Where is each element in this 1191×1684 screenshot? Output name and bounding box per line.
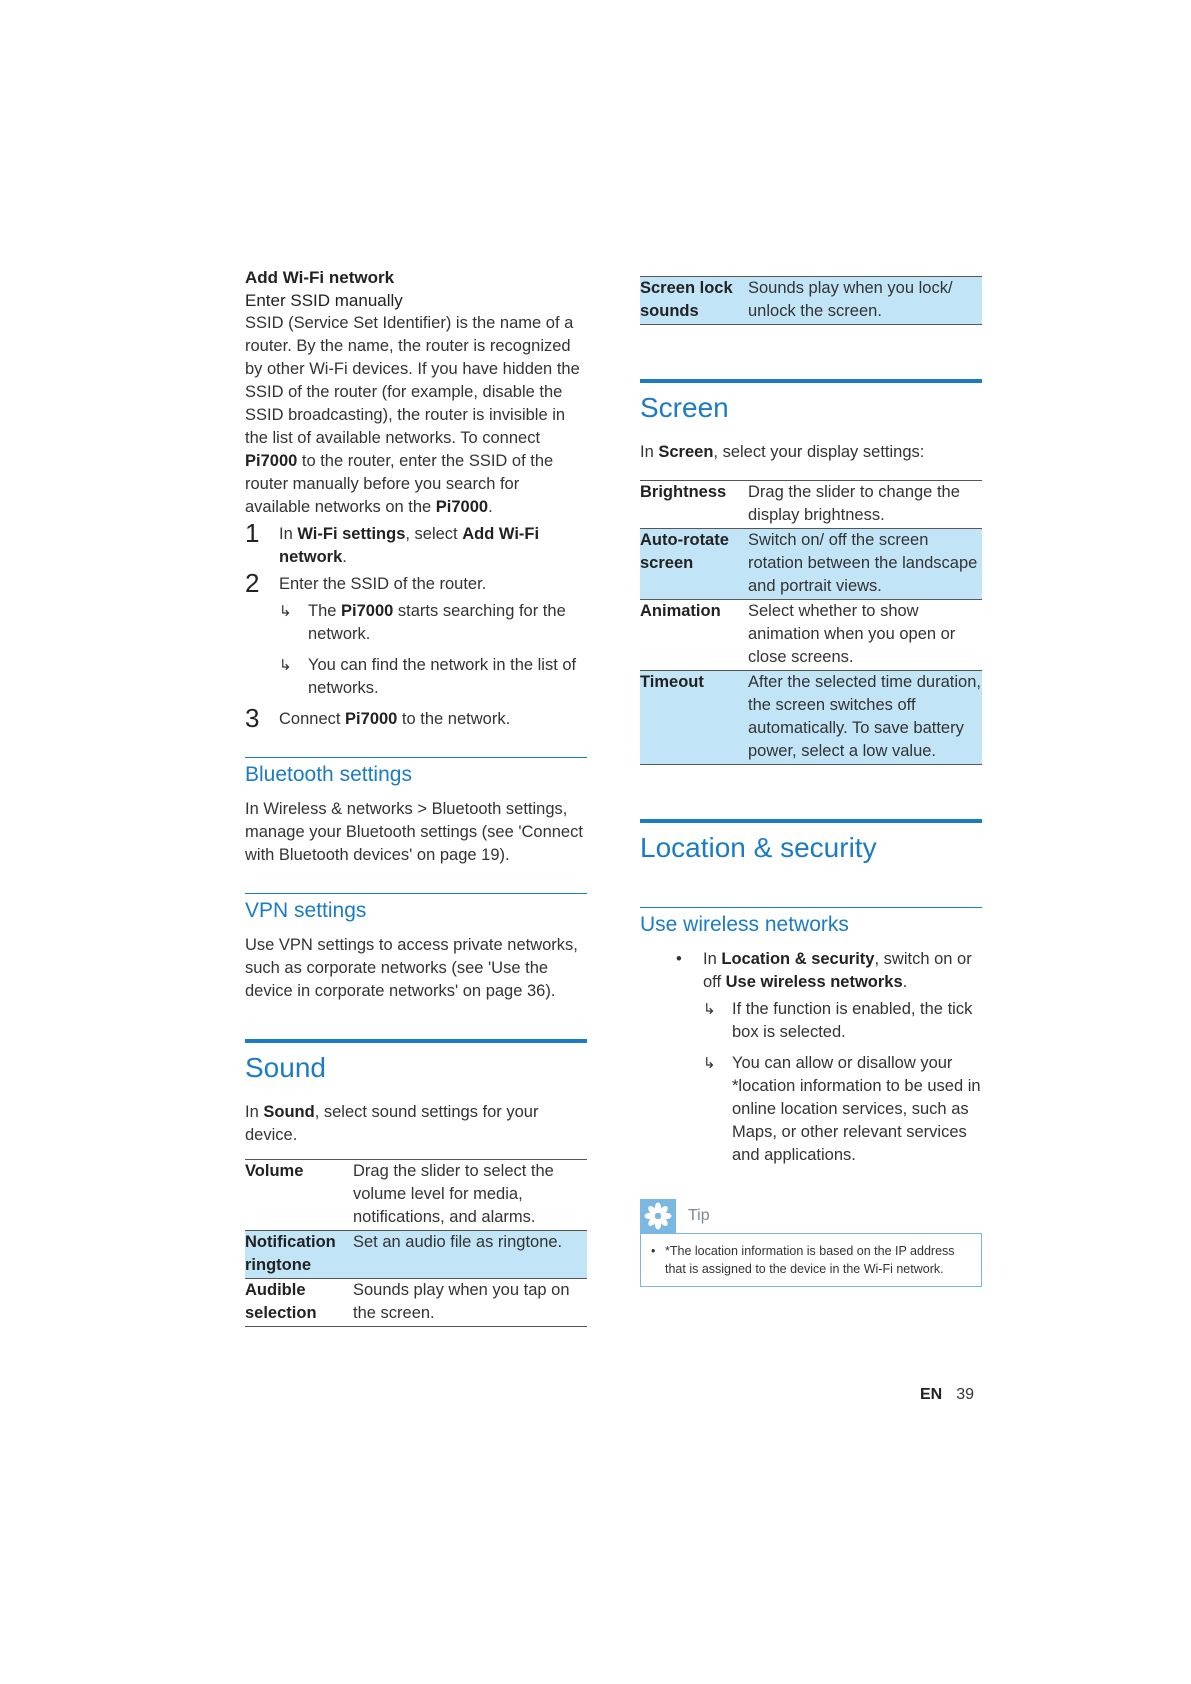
vpn-text: Use VPN settings to access private networks, such as corporate networks (see 'Use the device in corporate networks' on page 36). [245, 936, 578, 1000]
setting-value: Set an audio file as ringtone. [353, 1233, 563, 1251]
screen-intro: In Screen, select your display settings: [640, 443, 925, 461]
setting-value: After the selected time duration, the screen switches off automatically. To save battery power, select a low value. [748, 673, 981, 760]
table-row [640, 671, 982, 765]
result-arrow-icon: ↳ [279, 603, 292, 620]
use-wireless-title: Use wireless networks [640, 913, 849, 936]
step-2-result-2: ↳ You can find the network in the list of networks. [279, 656, 577, 697]
bluetooth-title: Bluetooth settings [245, 763, 412, 786]
setting-key: Brightness [640, 483, 727, 501]
screen-lock-table [640, 276, 982, 325]
location-title: Location & security [640, 832, 877, 863]
tip-box [640, 1199, 982, 1287]
right-column [640, 274, 982, 1287]
page-number: 39 [956, 1386, 975, 1403]
table-row [640, 529, 982, 600]
page-footer [920, 1386, 974, 1404]
step-2-result-1: ↳ The Pi7000 starts searching for the network. [279, 602, 566, 643]
tip-content [640, 1233, 982, 1287]
bluetooth-section [245, 757, 587, 867]
setting-key: Screen lock sounds [640, 279, 733, 320]
location-section [640, 819, 982, 867]
setting-value: Drag the slider to change the display brightness. [748, 483, 960, 524]
step-3: 3 Connect Pi7000 to the network. [245, 703, 511, 733]
bullet-icon: • [651, 1244, 656, 1258]
setting-value: Drag the slider to select the volume level for media, notifications, and alarms. [353, 1162, 554, 1226]
add-wifi-section [245, 266, 587, 731]
tip-flower-icon [640, 1199, 676, 1233]
language-code: EN [920, 1386, 943, 1403]
location-bullet: • In Location & security, switch on or off Use wireless networks. ↳ If the function is enabled, the tick box is selected. ↳ You can allow or disallow your *location information to be used in online location services, such as Maps, or other relevant services and applications. [640, 948, 982, 1167]
table-row [640, 277, 982, 325]
bullet-icon: • [676, 950, 682, 968]
add-wifi-subtitle: Enter SSID manually [245, 291, 403, 310]
left-column [245, 266, 587, 1327]
setting-value: Select whether to show animation when you open or close screens. [748, 602, 956, 666]
table-row [245, 1160, 587, 1231]
step-2: 2 Enter the SSID of the router. ↳ The Pi7000 starts searching for the network. ↳ You can find the network in the list of networks. [245, 573, 587, 700]
step-1: 1 In Wi-Fi settings, select Add Wi-Fi network. [245, 518, 540, 566]
tip-text: *The location information is based on the IP address that is assigned to the device in the Wi-Fi network. [665, 1244, 955, 1276]
sound-settings-table [245, 1159, 587, 1327]
setting-key: Timeout [640, 673, 704, 691]
sound-section [245, 1039, 587, 1327]
table-row [640, 481, 982, 529]
setting-key: Auto-rotate screen [640, 531, 729, 572]
screen-title: Screen [640, 392, 729, 423]
bluetooth-text: In Wireless & networks > Bluetooth settings, manage your Bluetooth settings (see 'Connect with Bluetooth devices' on page 19). [245, 800, 583, 864]
add-wifi-intro: SSID (Service Set Identifier) is the name of a router. By the name, the router is recognized by other Wi-Fi devices. If you have hidden the SSID of the router (for example, disable the SSID broadcasting), the router is invisible in the list of available networks. To connect Pi7000 to the router, enter the SSID of the router manually before you search for available networks on the Pi7000. [245, 314, 580, 516]
use-wireless-section [640, 907, 982, 1167]
setting-value: Switch on/ off the screen rotation between the landscape and portrait views. [748, 531, 978, 595]
table-row [245, 1279, 587, 1327]
table-row [245, 1231, 587, 1279]
setting-key: Audible selection [245, 1281, 317, 1322]
setting-key: Volume [245, 1162, 304, 1180]
tip-header [640, 1199, 982, 1233]
setting-key: Notification ringtone [245, 1233, 336, 1274]
setting-value: Sounds play when you lock/ unlock the screen. [748, 279, 953, 320]
add-wifi-title: Add Wi-Fi network [245, 268, 395, 287]
vpn-title: VPN settings [245, 899, 367, 922]
table-row [640, 600, 982, 671]
tip-label: Tip [688, 1207, 710, 1224]
setting-key: Animation [640, 602, 721, 620]
screen-settings-table [640, 480, 982, 765]
location-result-1: ↳ If the function is enabled, the tick box is selected. [703, 1000, 973, 1041]
result-arrow-icon: ↳ [703, 1001, 716, 1018]
result-arrow-icon: ↳ [279, 657, 292, 674]
sound-title: Sound [245, 1052, 326, 1083]
screen-section [640, 379, 982, 765]
vpn-section [245, 893, 587, 1003]
setting-value: Sounds play when you tap on the screen. [353, 1281, 570, 1322]
sound-intro: In Sound, select sound settings for your device. [245, 1103, 539, 1144]
result-arrow-icon: ↳ [703, 1055, 716, 1072]
location-result-2: ↳ You can allow or disallow your *location information to be used in online location services, such as Maps, or other relevant services and applications. [703, 1054, 981, 1164]
